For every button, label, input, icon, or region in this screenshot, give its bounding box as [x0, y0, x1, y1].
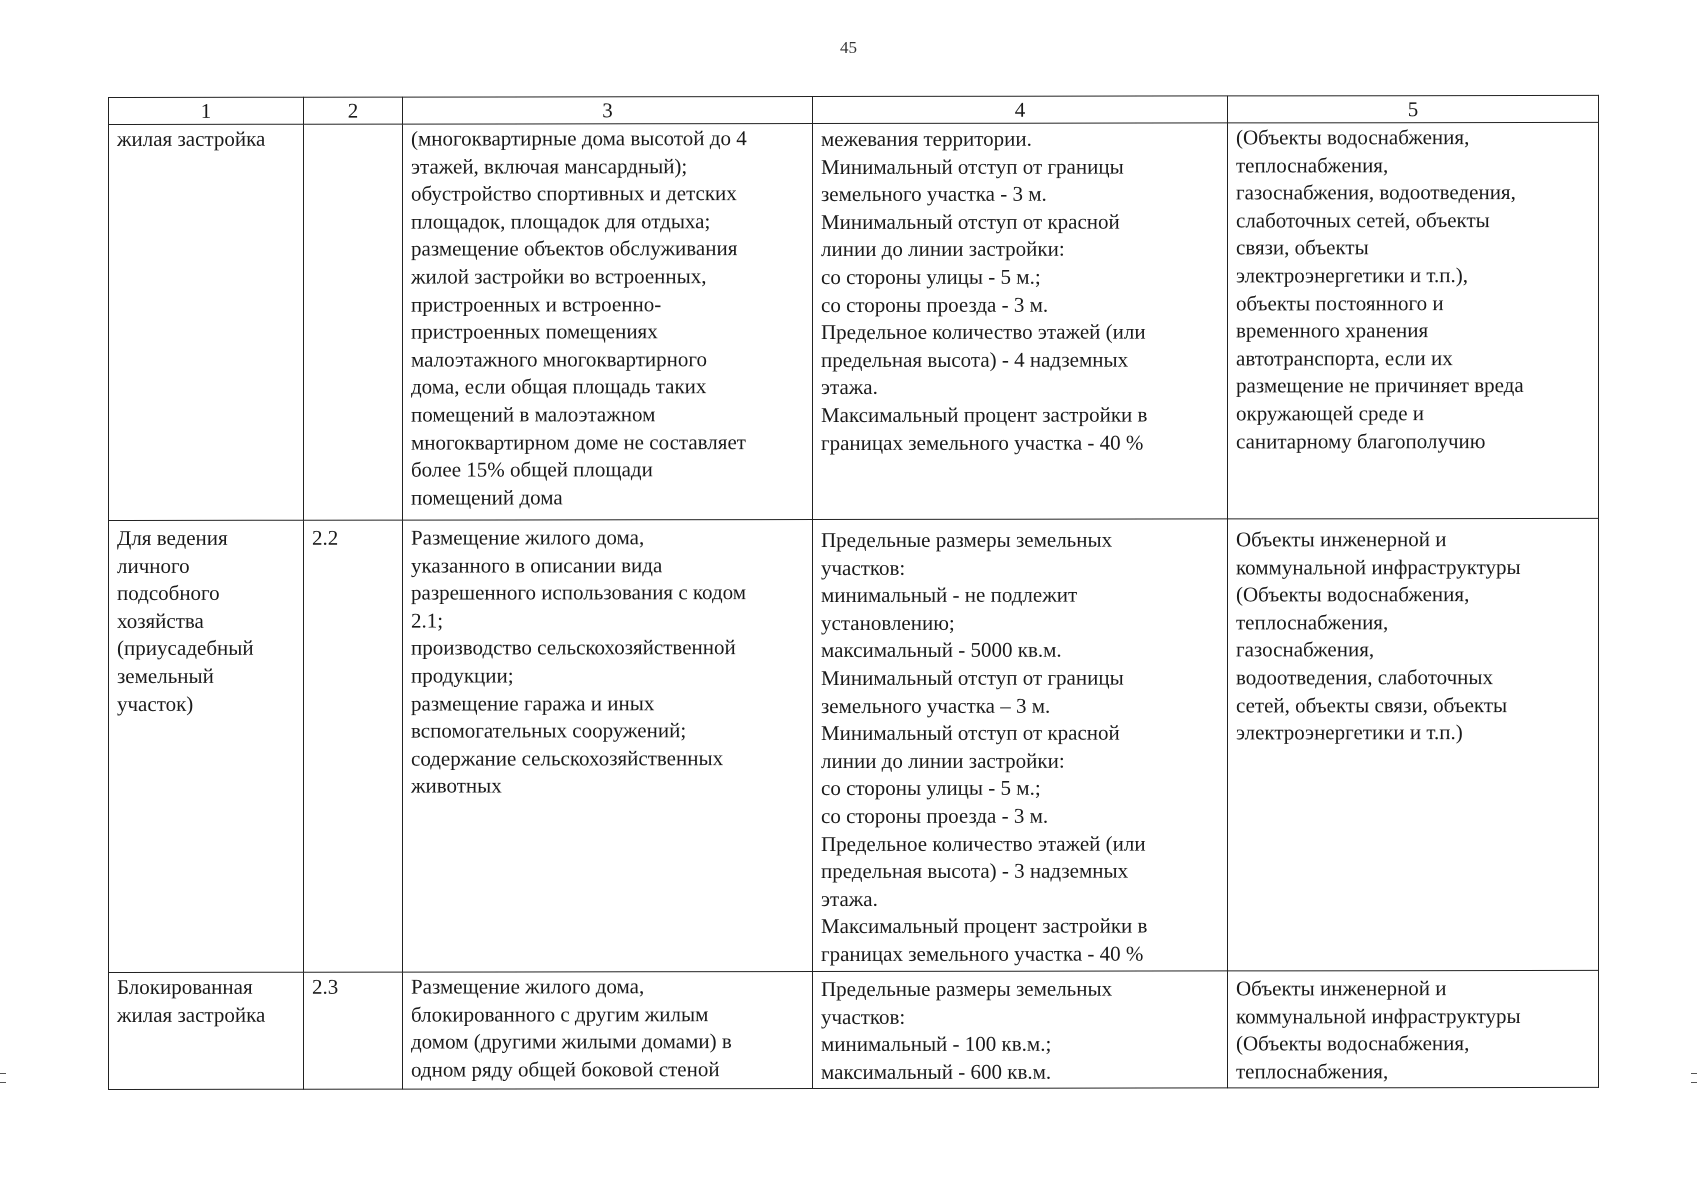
use-type-cell: жилая застройка — [109, 124, 304, 520]
description-cell: (многоквартирные дома высотой до 4 этажей, включая мансардный); обустройство спортивных и детских площадок, площадок для отдыха; размещение объектов обслуживания жилой застройки во встроенных, пристроенных и встроенно- пристроенных помещениях малоэтажного многоквартирного дома, если общая площадь таких помещений в малоэтажном многоквартирном доме не составляет более 15% общей площади помещений дома — [403, 124, 813, 521]
auxiliary-use-cell: Объекты инженерной и коммунальной инфраструктуры (Объекты водоснабжения, теплоснабжения, газоснабжения, водоотведения, слаботочных сетей, объекты связи, объекты электроэнергетики и т.п.) — [1228, 518, 1599, 971]
parameters-cell: Предельные размеры земельных участков: минимальный - 100 кв.м.; максимальный - 600 кв.м. — [813, 971, 1228, 1089]
code-cell: 2.2 — [304, 520, 403, 972]
header-cell-3: 3 — [403, 97, 813, 125]
code-cell: 2.3 — [304, 972, 403, 1090]
parameters-cell: межевания территории. Минимальный отступ от границы земельного участка - 3 м. Минимальный отступ от красной линии до линии застройки: со стороны улицы - 5 м.; со стороны проезда - 3 м. Предельное количество этажей (или предельная высота) - 4 надземных этажа. Максимальный процент застройки в границах земельного участка - 40 % — [813, 123, 1228, 520]
description-cell: Размещение жилого дома, указанного в описании вида разрешенного использования с кодом 2.1; производство сельскохозяйственной продукции; размещение гаража и иных вспомогательных сооружений; содержание сельскохозяйственных животных — [403, 520, 813, 973]
scan-edge-mark — [0, 1073, 6, 1083]
zoning-table — [108, 95, 1599, 1090]
use-type-cell: Для ведения личного подсобного хозяйства (приусадебный земельный участок) — [109, 520, 304, 972]
header-row — [109, 95, 1599, 124]
auxiliary-use-cell: (Объекты водоснабжения, теплоснабжения, газоснабжения, водоотведения, слаботочных сетей, объекты связи, объекты электроэнергетики и т.п.), объекты постоянного и временного хранения автотранспорта, если их размещение не причиняет вреда окружающей среде и санитарному благополучию — [1228, 122, 1599, 519]
parameters-cell: Предельные размеры земельных участков: минимальный - не подлежит установлению; максимальный - 5000 кв.м. Минимальный отступ от границы земельного участка – 3 м. Минимальный отступ от красной линии до линии застройки: со стороны улицы - 5 м.; со стороны проезда - 3 м. Предельное количество этажей (или предельная высота) - 3 надземных этажа. Максимальный процент застройки в границах земельного участка - 40 % — [813, 519, 1228, 972]
page-number: 45 — [840, 38, 857, 57]
auxiliary-use-cell: Объекты инженерной и коммунальной инфраструктуры (Объекты водоснабжения, теплоснабжения, — [1228, 970, 1599, 1088]
table-row — [109, 518, 1599, 972]
header-cell-2: 2 — [304, 97, 403, 124]
use-type-cell: Блокированная жилая застройка — [109, 972, 304, 1090]
header-cell-1: 1 — [109, 97, 304, 124]
header-cell-5: 5 — [1228, 95, 1599, 123]
scan-edge-mark — [1691, 1073, 1697, 1083]
code-cell — [304, 124, 403, 520]
description-cell: Размещение жилого дома, блокированного с другим жилым домом (другими жилыми домами) в одном ряду общей боковой стеной — [403, 972, 813, 1090]
header-cell-4: 4 — [813, 96, 1228, 124]
table-row — [109, 970, 1599, 1089]
table-row — [109, 122, 1599, 520]
